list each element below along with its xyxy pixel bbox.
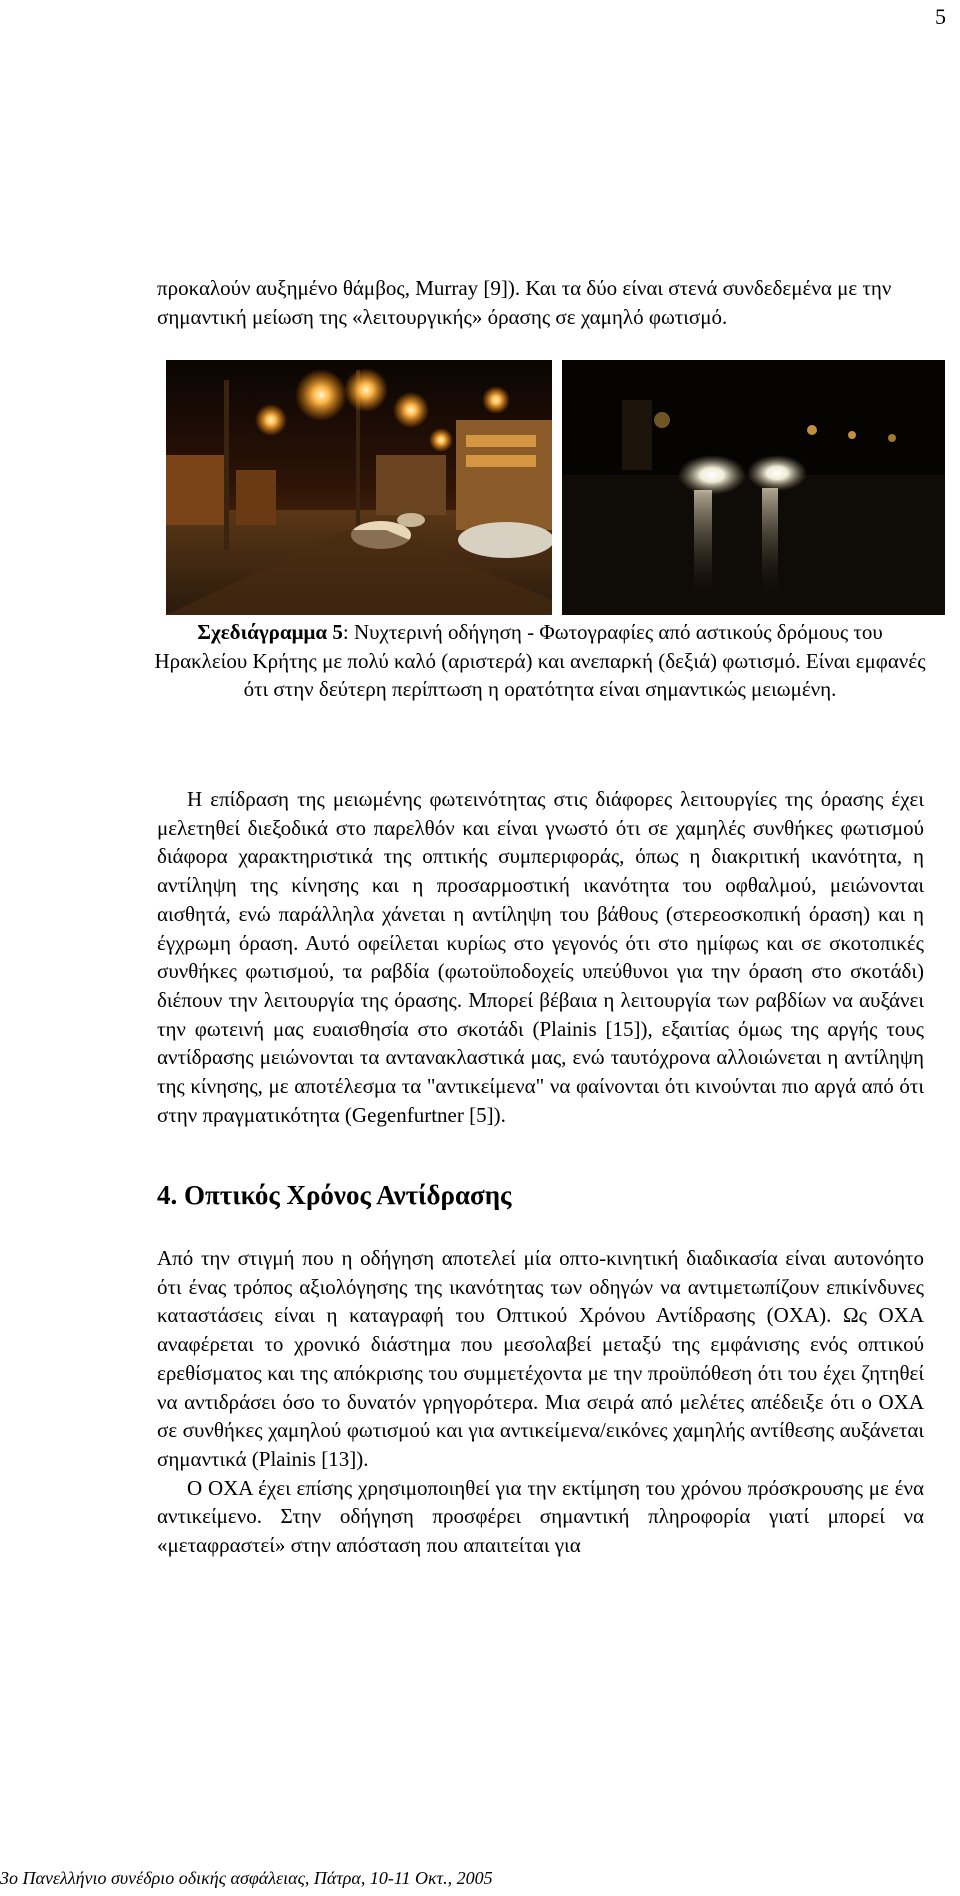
night-street-poorly-lit-photo [562, 360, 945, 615]
night-street-well-lit-photo [166, 360, 552, 615]
body-paragraph-1 [157, 785, 924, 1129]
section-heading: 4. Οπτικός Χρόνος Αντίδρασης [157, 1180, 512, 1210]
paragraph-text: Η επίδραση της μειωμένης φωτεινότητας στις διάφορες λειτουργίες της όρασης έχει μελετηθεί διεξοδικά στο παρελθόν και είναι γνωστό ότι σε χαμηλές συνθήκες φωτισμού διάφορα χαρακτηριστικά της οπτικής συμπεριφοράς, όπως η διακριτική ικανότητα, η αντίληψη της κίνησης και η προσαρμοστική ικανότητα του οφθαλμού, μειώνονται αισθητά, ενώ παράλληλα χάνεται η αντίληψη του βάθους (στερεοσκοπική όραση) και η έγχρωμη όραση. Αυτό οφείλεται κυρίως στο γεγονός ότι στο ημίφως και σε σκοτοπικές συνθήκες φωτισμού, τα ραβδία (φωτοϋποδοχείς υπεύθυνοι για την όραση στο σκοτάδι) διέπουν την λειτουργία της όρασης. Μπορεί βέβαια η λειτουργία των ραβδίων να αυξάνει την φωτεινή μας ευαισθησία στο σκοτάδι (Plainis [15]), εξαιτίας όμως της αργής τους αντίδρασης μειώνονται τα αντανακλαστικά μας, ενώ ταυτόχρονα αλλοιώνεται η αντίληψη της κίνησης, με αποτέλεσμα τα "αντικείμενα" να φαίνονται ότι κινούνται πιο αργά από ότι στην πραγματικότητα (Gegenfurtner [5]). [157, 787, 924, 1127]
page-number: 5 [935, 4, 946, 29]
figure-caption [150, 618, 930, 704]
page-footer: 3ο Πανελλήνιο συνέδριο οδικής ασφάλειας, Πάτρα, 10-11 Οκτ., 2005 [0, 1868, 493, 1888]
caption-label: Σχεδιάγραμμα 5 [197, 620, 343, 644]
caption-text: : Νυχτερινή οδήγηση - Φωτογραφίες από αστικούς δρόμους του Ηρακλείου Κρήτης με πολύ καλό (αριστερά) και ανεπαρκή (δεξιά) φωτισμό. Είναι εμφανές ότι στην δεύτερη περίπτωση η ορατότητα είναι σημαντικώς μειωμένη. [154, 620, 926, 702]
body-paragraph-2: Από την στιγμή που η οδήγηση αποτελεί μία οπτο-κινητική διαδικασία είναι αυτονόητο ότι ένας τρόπος αξιολόγησης της ικανότητας των οδηγών να αντιμετωπίζουν επικίνδυνες καταστάσεις είναι η καταγραφή του Οπτικού Χρόνου Αντίδρασης (ΟΧΑ). Ως ΟΧΑ αναφέρεται το χρονικό διάστημα που μεσολαβεί μεταξύ της εμφάνισης ενός οπτικού ερεθίσματος και της απόκρισης του συμμετέχοντα με την προϋπόθεση ότι του έχει ζητηθεί να αντιδράσει όσο το δυνατόν γρηγορότερα. Μια σειρά από μελέτες απέδειξε ότι ο ΟΧΑ σε συνθήκες χαμηλού φωτισμού και για αντικείμενα/εικόνες χαμηλής αντίθεσης αυξάνεται σημαντικά (Plainis [13]). [157, 1246, 924, 1471]
figure [166, 360, 945, 615]
section-body [157, 1244, 924, 1560]
body-paragraph-3: Ο ΟΧΑ έχει επίσης χρησιμοποιηθεί για την εκτίμηση του χρόνου πρόσκρουσης με ένα αντικείμενο. Στην οδήγηση προσφέρει σημαντική πληροφορία γιατί μπορεί να «μεταφραστεί» στην απόσταση που απαιτείται για [157, 1475, 924, 1558]
lead-paragraph: προκαλούν αυξημένο θάμβος, Murray [9]). Και τα δύο είναι στενά συνδεδεμένα με την σημαντική μείωση της «λειτουργικής» όρασης σε χαμηλό φωτισμό. [157, 276, 892, 329]
